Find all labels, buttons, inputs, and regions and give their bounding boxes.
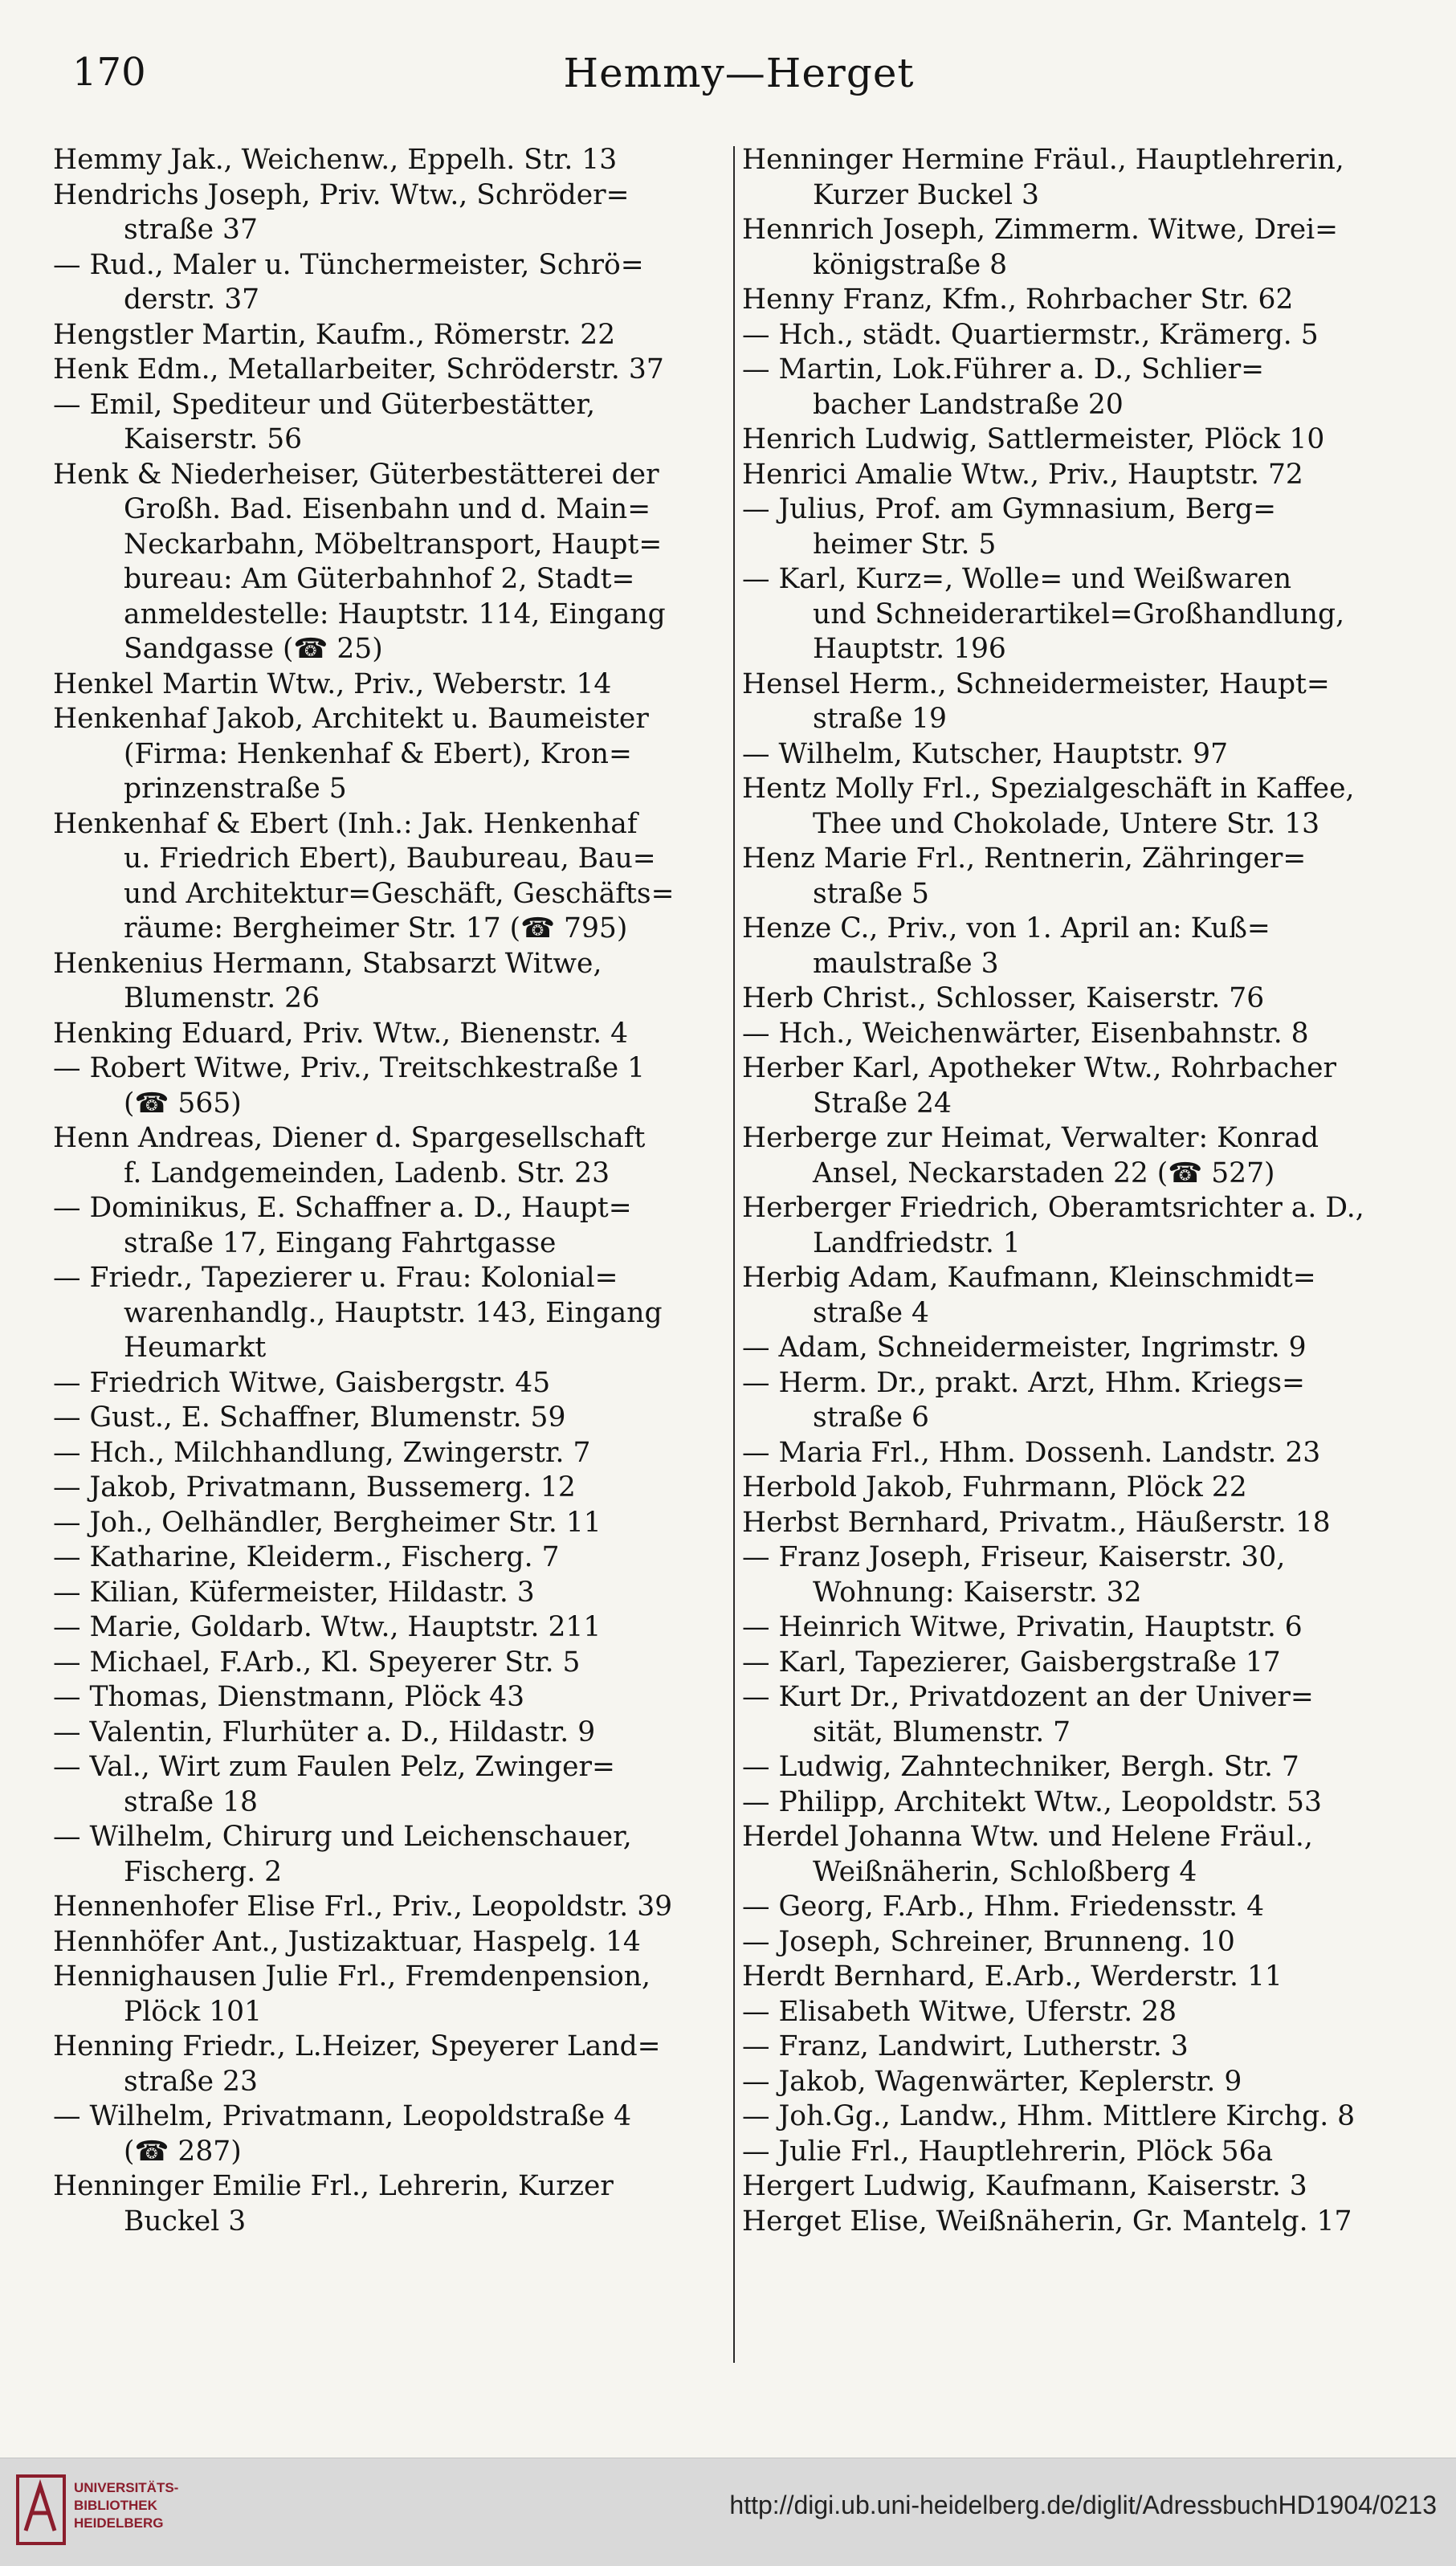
entry-line: Herb Christ., Schlosser, Kaiserstr. 76	[742, 982, 1265, 1014]
entry-line: Henk Edm., Metallarbeiter, Schröderstr. 37	[53, 353, 664, 386]
entry-line: Hennighausen Julie Frl., Fremdenpension,	[53, 1960, 651, 1993]
entry-line: — Heinrich Witwe, Privatin, Hauptstr. 6	[742, 1611, 1303, 1643]
entry-line: — Ludwig, Zahntechniker, Bergh. Str. 7	[742, 1751, 1299, 1783]
entry-continuation-line: Wohnung: Kaiserstr. 32	[813, 1576, 1142, 1609]
entry-continuation-line: prinzenstraße 5	[124, 773, 347, 805]
entry-line: — Val., Wirt zum Faulen Pelz, Zwinger=	[53, 1751, 615, 1783]
entry-line: — Marie, Goldarb. Wtw., Hauptstr. 211	[53, 1611, 602, 1643]
entry-line: — Wilhelm, Kutscher, Hauptstr. 97	[742, 737, 1229, 770]
entry-line: — Katharine, Kleiderm., Fischerg. 7	[53, 1541, 560, 1573]
entry-line: Henn Andreas, Diener d. Spargesellschaft	[53, 1122, 646, 1154]
entry-continuation-line: (Firma: Henkenhaf & Ebert), Kron=	[124, 737, 632, 770]
entry-continuation-line: straße 19	[813, 703, 947, 735]
entry-line: — Joh., Oelhändler, Bergheimer Str. 11	[53, 1506, 602, 1539]
entry-line: Herbst Bernhard, Privatm., Häußerstr. 18	[742, 1506, 1331, 1539]
entry-continuation-line: bureau: Am Güterbahnhof 2, Stadt=	[124, 563, 635, 595]
entry-line: Henny Franz, Kfm., Rohrbacher Str. 62	[742, 284, 1294, 316]
entry-continuation-line: (☎ 287)	[124, 2135, 242, 2168]
entry-line: — Franz Joseph, Friseur, Kaiserstr. 30,	[742, 1541, 1286, 1573]
left-column	[53, 143, 728, 2239]
entry-line: Hergert Ludwig, Kaufmann, Kaiserstr. 3	[742, 2170, 1307, 2202]
entry-line: Henninger Emilie Frl., Lehrerin, Kurzer	[53, 2170, 614, 2202]
entry-continuation-line: heimer Str. 5	[813, 528, 997, 561]
entry-line: — Gust., E. Schaffner, Blumenstr. 59	[53, 1401, 566, 1434]
entry-line: Hemmy Jak., Weichenw., Eppelh. Str. 13	[53, 144, 618, 176]
entry-continuation-line: Neckarbahn, Möbeltransport, Haupt=	[124, 528, 663, 561]
entry-line: Herbold Jakob, Fuhrmann, Plöck 22	[742, 1471, 1247, 1503]
entry-line: — Wilhelm, Privatmann, Leopoldstraße 4	[53, 2100, 632, 2132]
entry-line: — Martin, Lok.Führer a. D., Schlier=	[742, 353, 1265, 386]
entry-line: — Joh.Gg., Landw., Hhm. Mittlere Kirchg. 8	[742, 2100, 1356, 2132]
entry-line: — Maria Frl., Hhm. Dossenh. Landstr. 23	[742, 1436, 1321, 1469]
entry-continuation-line: Buckel 3	[124, 2205, 247, 2238]
entry-continuation-line: und Architektur=Geschäft, Geschäfts=	[124, 877, 675, 910]
entry-continuation-line: Fischerg. 2	[124, 1855, 283, 1888]
entry-line: — Rud., Maler u. Tünchermeister, Schrö=	[53, 248, 644, 281]
entry-continuation-line: u. Friedrich Ebert), Baubureau, Bau=	[124, 842, 656, 875]
entry-line: Henkenius Hermann, Stabsarzt Witwe,	[53, 947, 602, 980]
entry-continuation-line: Weißnäherin, Schloßberg 4	[813, 1855, 1197, 1888]
viewer-footer	[0, 2458, 1456, 2566]
entry-continuation-line: königstraße 8	[813, 248, 1008, 281]
entry-line: Henk & Niederheiser, Güterbestätterei der	[53, 458, 659, 491]
entry-line: — Jakob, Wagenwärter, Keplerstr. 9	[742, 2065, 1242, 2098]
entry-line: — Friedr., Tapezierer u. Frau: Kolonial=	[53, 1262, 618, 1294]
entry-continuation-line: Thee und Chokolade, Untere Str. 13	[813, 807, 1320, 840]
entry-continuation-line: Landfriedstr. 1	[813, 1226, 1021, 1259]
entry-line: Henking Eduard, Priv. Wtw., Bienenstr. 4	[53, 1017, 629, 1050]
entry-continuation-line: straße 17, Eingang Fahrtgasse	[124, 1226, 557, 1259]
entry-line: Herdt Bernhard, E.Arb., Werderstr. 11	[742, 1960, 1283, 1993]
entry-continuation-line: Plöck 101	[124, 1995, 263, 2028]
logo-line: HEIDELBERG	[74, 2515, 164, 2531]
entry-line: Herdel Johanna Wtw. und Helene Fräul.,	[742, 1821, 1313, 1853]
entry-line: — Herm. Dr., prakt. Arzt, Hhm. Kriegs=	[742, 1366, 1305, 1399]
entry-continuation-line: straße 18	[124, 1785, 258, 1818]
source-url-link[interactable]: http://digi.ub.uni-heidelberg.de/diglit/AdressbuchHD1904/0213	[729, 2491, 1437, 2519]
entry-continuation-line: maulstraße 3	[813, 947, 999, 980]
entry-line: Henkenhaf Jakob, Architekt u. Baumeister	[53, 703, 649, 735]
entry-line: Henz Marie Frl., Rentnerin, Zähringer=	[742, 842, 1307, 875]
entry-line: — Dominikus, E. Schaffner a. D., Haupt=	[53, 1192, 632, 1224]
entry-continuation-line: straße 5	[813, 877, 930, 910]
entry-line: — Kilian, Küfermeister, Hildastr. 3	[53, 1576, 535, 1609]
entry-continuation-line: bacher Landstraße 20	[813, 388, 1124, 421]
entry-line: Herberge zur Heimat, Verwalter: Konrad	[742, 1122, 1319, 1154]
entry-line: Hendrichs Joseph, Priv. Wtw., Schröder=	[53, 178, 630, 211]
right-column	[742, 143, 1417, 2239]
entry-continuation-line: Kurzer Buckel 3	[813, 178, 1039, 211]
entry-line: Henkel Martin Wtw., Priv., Weberstr. 14	[53, 667, 612, 700]
entry-continuation-line: straße 23	[124, 2065, 258, 2098]
entry-line: — Karl, Tapezierer, Gaisbergstraße 17	[742, 1646, 1281, 1679]
entry-line: — Michael, F.Arb., Kl. Speyerer Str. 5	[53, 1646, 581, 1679]
entry-line: — Karl, Kurz=, Wolle= und Weißwaren	[742, 563, 1292, 595]
entry-continuation-line: derstr. 37	[124, 284, 260, 316]
entry-line: Hennhöfer Ant., Justizaktuar, Haspelg. 14	[53, 1925, 641, 1958]
entry-continuation-line: (☎ 565)	[124, 1087, 242, 1120]
entry-line: — Hch., städt. Quartiermstr., Krämerg. 5	[742, 318, 1319, 351]
entry-line: — Elisabeth Witwe, Uferstr. 28	[742, 1995, 1177, 2028]
entry-continuation-line: und Schneiderartikel=Großhandlung,	[813, 598, 1345, 630]
entry-continuation-line: Kaiserstr. 56	[124, 423, 303, 455]
entry-line: Henninger Hermine Fräul., Hauptlehrerin,	[742, 144, 1344, 176]
entry-line: — Philipp, Architekt Wtw., Leopoldstr. 53	[742, 1785, 1322, 1818]
entry-line: Herber Karl, Apotheker Wtw., Rohrbacher	[742, 1052, 1337, 1084]
entry-continuation-line: Ansel, Neckarstaden 22 (☎ 527)	[813, 1157, 1275, 1189]
entry-continuation-line: Hauptstr. 196	[813, 633, 1006, 665]
entry-line: Henrici Amalie Wtw., Priv., Hauptstr. 72	[742, 458, 1303, 491]
entry-line: — Wilhelm, Chirurg und Leichenschauer,	[53, 1821, 632, 1853]
page-number: 170	[72, 50, 146, 95]
entry-line: — Georg, F.Arb., Hhm. Friedensstr. 4	[742, 1891, 1265, 1923]
entry-line: Henning Friedr., L.Heizer, Speyerer Land=	[53, 2030, 661, 2062]
entry-continuation-line: warenhandlg., Hauptstr. 143, Eingang	[124, 1296, 663, 1329]
entry-line: — Thomas, Dienstmann, Plöck 43	[53, 1681, 525, 1713]
column-divider	[733, 146, 735, 2363]
entry-line: — Joseph, Schreiner, Brunneng. 10	[742, 1925, 1235, 1958]
entry-line: Hengstler Martin, Kaufm., Römerstr. 22	[53, 318, 616, 351]
entry-line: Hentz Molly Frl., Spezialgeschäft in Kaffee,	[742, 773, 1355, 805]
entry-continuation-line: Heumarkt	[124, 1332, 267, 1364]
entry-line: — Friedrich Witwe, Gaisbergstr. 45	[53, 1366, 551, 1399]
entry-continuation-line: straße 4	[813, 1296, 930, 1329]
entry-line: — Julius, Prof. am Gymnasium, Berg=	[742, 493, 1277, 525]
entry-continuation-line: straße 37	[124, 214, 258, 246]
entry-continuation-line: Blumenstr. 26	[124, 982, 320, 1014]
running-head: Hemmy—Herget	[563, 50, 915, 96]
entry-continuation-line: Straße 24	[813, 1087, 952, 1120]
entry-line: — Kurt Dr., Privatdozent an der Univer=	[742, 1681, 1314, 1713]
entry-line: Hennenhofer Elise Frl., Priv., Leopoldstr. 39	[53, 1891, 673, 1923]
entry-line: Henze C., Priv., von 1. April an: Kuß=	[742, 912, 1270, 944]
entry-line: — Franz, Landwirt, Lutherstr. 3	[742, 2030, 1189, 2062]
entry-continuation-line: straße 6	[813, 1401, 930, 1434]
entry-line: — Jakob, Privatmann, Bussemerg. 12	[53, 1471, 576, 1503]
entry-line: Henrich Ludwig, Sattlermeister, Plöck 10	[742, 423, 1325, 455]
library-name	[74, 2479, 178, 2532]
entry-continuation-line: sität, Blumenstr. 7	[813, 1715, 1071, 1748]
logo-line: BIBLIOTHEK	[74, 2498, 157, 2513]
library-logo[interactable]	[16, 2474, 177, 2552]
entry-line: Hensel Herm., Schneidermeister, Haupt=	[742, 667, 1330, 700]
library-seal-icon	[16, 2474, 66, 2545]
page-header	[72, 50, 1405, 106]
entry-line: Henkenhaf & Ebert (Inh.: Jak. Henkenhaf	[53, 807, 638, 840]
logo-line: UNIVERSITÄTS-	[74, 2480, 179, 2495]
entry-line: — Julie Frl., Hauptlehrerin, Plöck 56a	[742, 2135, 1274, 2168]
entry-line: — Emil, Spediteur und Güterbestätter,	[53, 388, 596, 421]
entry-line: — Hch., Milchhandlung, Zwingerstr. 7	[53, 1436, 591, 1469]
entry-line: — Adam, Schneidermeister, Ingrimstr. 9	[742, 1332, 1307, 1364]
entry-line: Herberger Friedrich, Oberamtsrichter a. D.,	[742, 1192, 1364, 1224]
entry-line: Hennrich Joseph, Zimmerm. Witwe, Drei=	[742, 214, 1339, 246]
entry-continuation-line: räume: Bergheimer Str. 17 (☎ 795)	[124, 912, 628, 944]
entry-continuation-line: Großh. Bad. Eisenbahn und d. Main=	[124, 493, 651, 525]
entry-continuation-line: Sandgasse (☎ 25)	[124, 633, 383, 665]
entry-continuation-line: f. Landgemeinden, Ladenb. Str. 23	[124, 1157, 610, 1189]
entry-line: — Hch., Weichenwärter, Eisenbahnstr. 8	[742, 1017, 1309, 1050]
entry-line: Herget Elise, Weißnäherin, Gr. Mantelg. 17	[742, 2205, 1352, 2238]
entry-line: — Valentin, Flurhüter a. D., Hildastr. 9	[53, 1715, 596, 1748]
entry-line: Herbig Adam, Kaufmann, Kleinschmidt=	[742, 1262, 1316, 1294]
entry-line: — Robert Witwe, Priv., Treitschkestraße 1	[53, 1052, 646, 1084]
entry-continuation-line: anmeldestelle: Hauptstr. 114, Eingang	[124, 598, 666, 630]
